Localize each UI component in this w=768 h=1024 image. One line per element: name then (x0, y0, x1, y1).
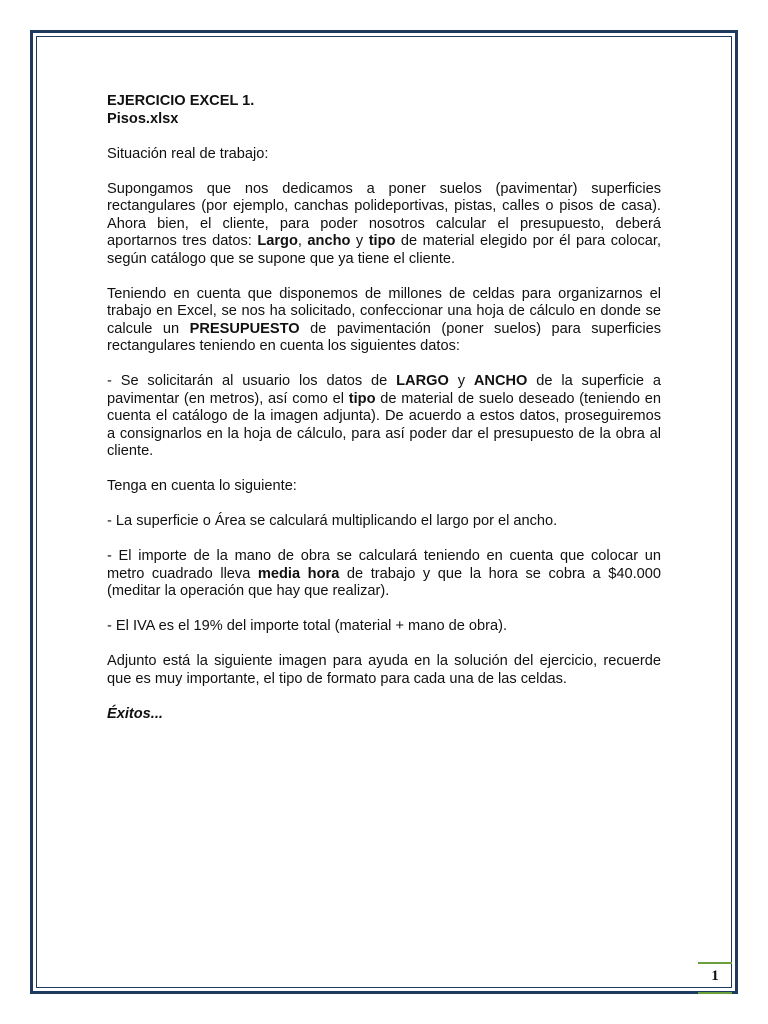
bold-ancho: ancho (307, 233, 351, 249)
paragraph-attachment: Adjunto está la siguiente imagen para ayuda en la solución del ejercicio, recuerde que es muy importante, el tipo de formato para cada una de las celdas. (107, 653, 661, 687)
document-body (107, 93, 661, 741)
page-number-rule-bottom (698, 992, 732, 994)
paragraph-labor (107, 548, 661, 601)
paragraph-note-heading: Tenga en cuenta lo siguiente: (107, 478, 297, 494)
title-line-1: EJERCICIO EXCEL 1. (107, 93, 255, 109)
paragraph-context (107, 286, 661, 356)
page-number: 1 (711, 968, 719, 984)
paragraph-context-text-a: Teniendo en cuenta que disponemos de millones de celdas para organizarnos el trabajo en Excel, se nos ha solicitado, confeccionar una hoja de cálculo en donde se calcule un (107, 285, 661, 337)
paragraph-requirements-text-a: - Se solicitarán al usuario los datos de (107, 373, 397, 389)
paragraph-intro-text-d: de material elegido por él para colocar, según catálogo que se supone que ya tiene el cliente. (107, 233, 662, 267)
paragraph-requirements-text-d: de material de suelo deseado (teniendo en cuenta el catálogo de la imagen adjunta). De acuerdo a estos datos, proseguiremos a consignarlos en la hoja de cálculo, para así poder dar el presupuesto de la obra al cliente. (107, 390, 662, 459)
paragraph-situation: Situación real de trabajo: (107, 145, 269, 162)
paragraph-requirements-text-c1: y (448, 373, 474, 389)
bold-tipo-2: tipo (348, 390, 376, 407)
page-number-rule-top (698, 962, 732, 964)
paragraph-requirements (107, 373, 661, 461)
paragraph-labor-text-c: de trabajo y que la hora se cobra a $40.000 (meditar la operación que hay que realizar). (107, 565, 661, 599)
paragraph-iva: - El IVA es el 19% del importe total (material + mano de obra). (107, 618, 508, 634)
bold-ancho-upper: ANCHO (473, 373, 528, 389)
paragraph-requirements-text-c2: de la superficie a pavimentar (en metros), así como el (107, 373, 661, 407)
bold-media-hora: media hora (257, 565, 340, 582)
bold-tipo: tipo (368, 233, 396, 249)
paragraph-intro (107, 181, 661, 269)
paragraph-context-text-c: de pavimentación (poner suelos) para superficies rectangulares teniendo en cuenta los siguientes datos: (107, 320, 661, 354)
page-number-box (698, 962, 732, 994)
paragraph-intro-text-c2: y (350, 233, 369, 249)
paragraph-intro-text-c1: , (297, 233, 308, 249)
title-line-2: Pisos.xlsx (107, 110, 179, 127)
document-title (107, 93, 661, 128)
paragraph-area: - La superficie o Área se calculará multiplicando el largo por el ancho. (107, 513, 558, 529)
closing-text: Éxitos... (107, 705, 163, 722)
paragraph-intro-text-a: Supongamos que nos dedicamos a poner suelos (pavimentar) superficies rectangulares (por ejemplo, canchas polideportivas, pistas, calles o pisos de casa). Ahora bien, el cliente, para poder nosotros calcular el presupuesto, deberá aportarnos tres datos: (107, 180, 661, 249)
bold-largo-upper: LARGO (396, 373, 449, 389)
bold-largo: Largo (257, 233, 298, 249)
paragraph-labor-text-a: - El importe de la mano de obra se calculará teniendo en cuenta que colocar un metro cuadrado lleva (107, 548, 661, 582)
bold-presupuesto: PRESUPUESTO (189, 320, 300, 337)
